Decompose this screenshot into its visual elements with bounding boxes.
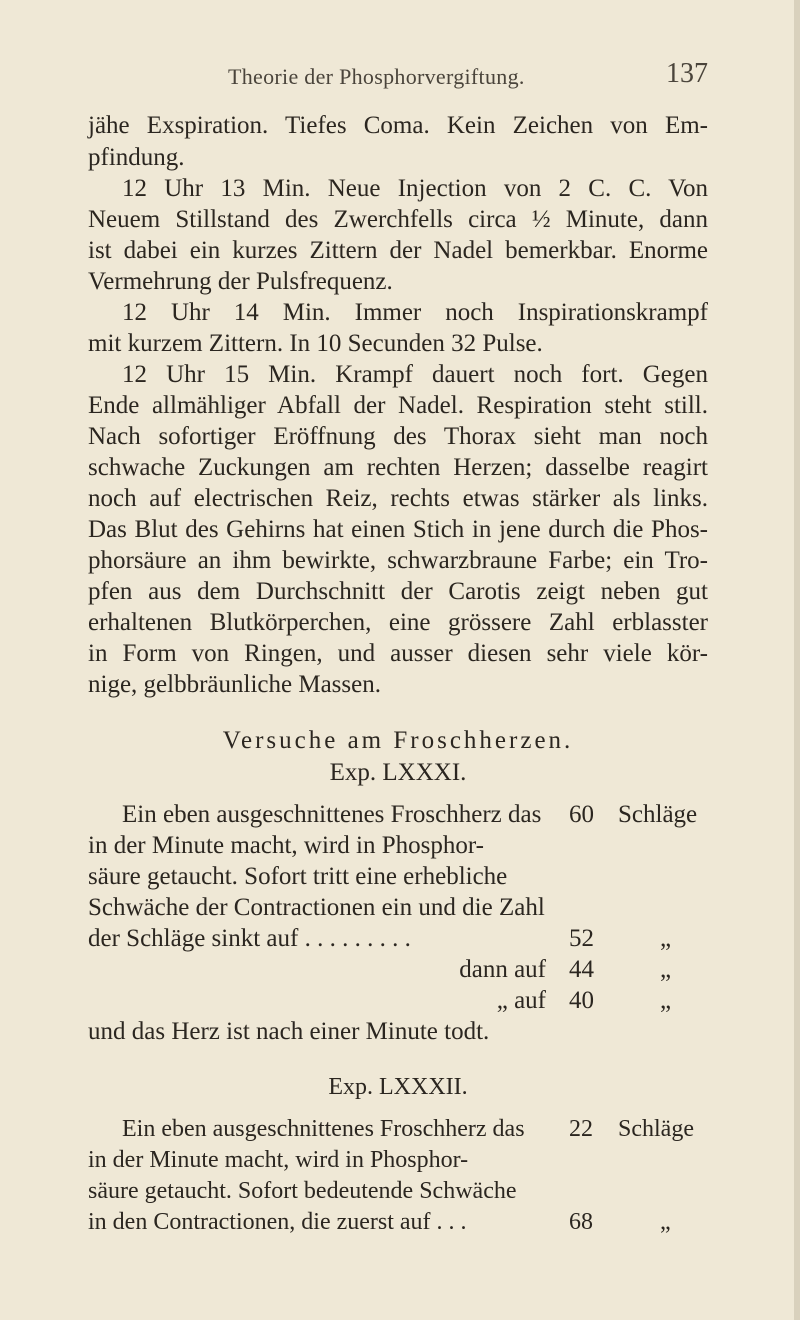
beats-value: 52 [569,925,594,952]
text-line: Neuem Stillstand des Zwerchfells circa ½ Minute, dann [88,206,708,233]
text-line: erhaltenen Blutkörperchen, eine grössere Zahl erblasster [88,609,708,636]
beats-value: 22 [569,1116,593,1142]
text-line: in Form von Ringen, und ausser diesen sehr viele kör- [88,640,708,667]
text-line: phorsäure an ihm bewirkte, schwarzbraune Farbe; ein Tro- [88,547,708,574]
text-line: Das Blut des Gehirns hat einen Stich in jene durch die Phos- [88,516,708,543]
beats-unit: „ [660,956,672,983]
experiment-text: in der Minute macht, wird in Phosphor- [88,1147,469,1173]
text-line: schwache Zuckungen am rechten Herzen; dasselbe reagirt [88,454,708,481]
experiment-text: in der Minute macht, wird in Phosphor- [88,832,484,859]
experiment-text: säure getaucht. Sofort tritt eine erhebliche [88,863,508,890]
beats-unit: „ [660,987,672,1014]
experiment-text: Schwäche der Contractionen ein und die Zahl [88,894,545,921]
text-line: pfindung. [88,144,185,171]
text-line: nige, gelbbräunliche Massen. [88,671,381,698]
text-line: jähe Exspiration. Tiefes Coma. Kein Zeichen von Em- [88,112,708,139]
text-line: 12 Uhr 15 Min. Krampf dauert noch fort. Gegen [122,361,708,388]
beats-row-label: der Schläge sinkt auf . . . . . . . . . [88,925,411,952]
experiment-heading: Exp. LXXXI. [329,759,467,786]
page-edge [794,0,800,1320]
text-line: Vermehrung der Pulsfrequenz. [88,268,393,295]
beats-unit: „ [660,925,672,952]
text-line: mit kurzem Zittern. In 10 Secunden 32 Pulse. [88,330,543,357]
experiment-heading: Exp. LXXXII. [328,1074,468,1100]
experiment-text: Ein eben ausgeschnittenes Froschherz das [122,801,542,828]
beats-row-label: dann auf [459,956,546,983]
beats-unit: „ [660,1209,671,1235]
page-number: 137 [666,58,708,89]
beats-unit: Schläge [618,1116,694,1142]
text-line: Nach sofortiger Eröffnung des Thorax sieht man noch [88,423,708,450]
text-line: ist dabei ein kurzes Zittern der Nadel bemerkbar. Enorme [88,237,708,264]
beats-row-label: in den Contractionen, die zuerst auf . . . [88,1209,467,1235]
experiment-text: und das Herz ist nach einer Minute todt. [88,1018,490,1045]
beats-value: 68 [569,1209,593,1235]
beats-unit: Schläge [618,801,698,828]
text-line: Ende allmähliger Abfall der Nadel. Respiration steht still. [88,392,708,419]
beats-value: 60 [569,801,594,828]
experiment-text: Ein eben ausgeschnittenes Froschherz das [122,1116,525,1142]
experiment-text: säure getaucht. Sofort bedeutende Schwäche [88,1178,517,1204]
text-line: 12 Uhr 13 Min. Neue Injection von 2 C. C. Von [122,175,708,202]
running-title: Theorie der Phosphorvergiftung. [228,64,525,89]
text-line: noch auf electrischen Reiz, rechts etwas stärker als links. [88,485,708,512]
beats-row-label: „ auf [496,987,546,1014]
beats-value: 40 [569,987,594,1014]
text-line: pfen aus dem Durchschnitt der Carotis zeigt neben gut [88,578,708,605]
beats-value: 44 [569,956,594,983]
section-title: Versuche am Froschherzen. [222,727,574,754]
text-line: 12 Uhr 14 Min. Immer noch Inspirationskrampf [122,299,708,326]
